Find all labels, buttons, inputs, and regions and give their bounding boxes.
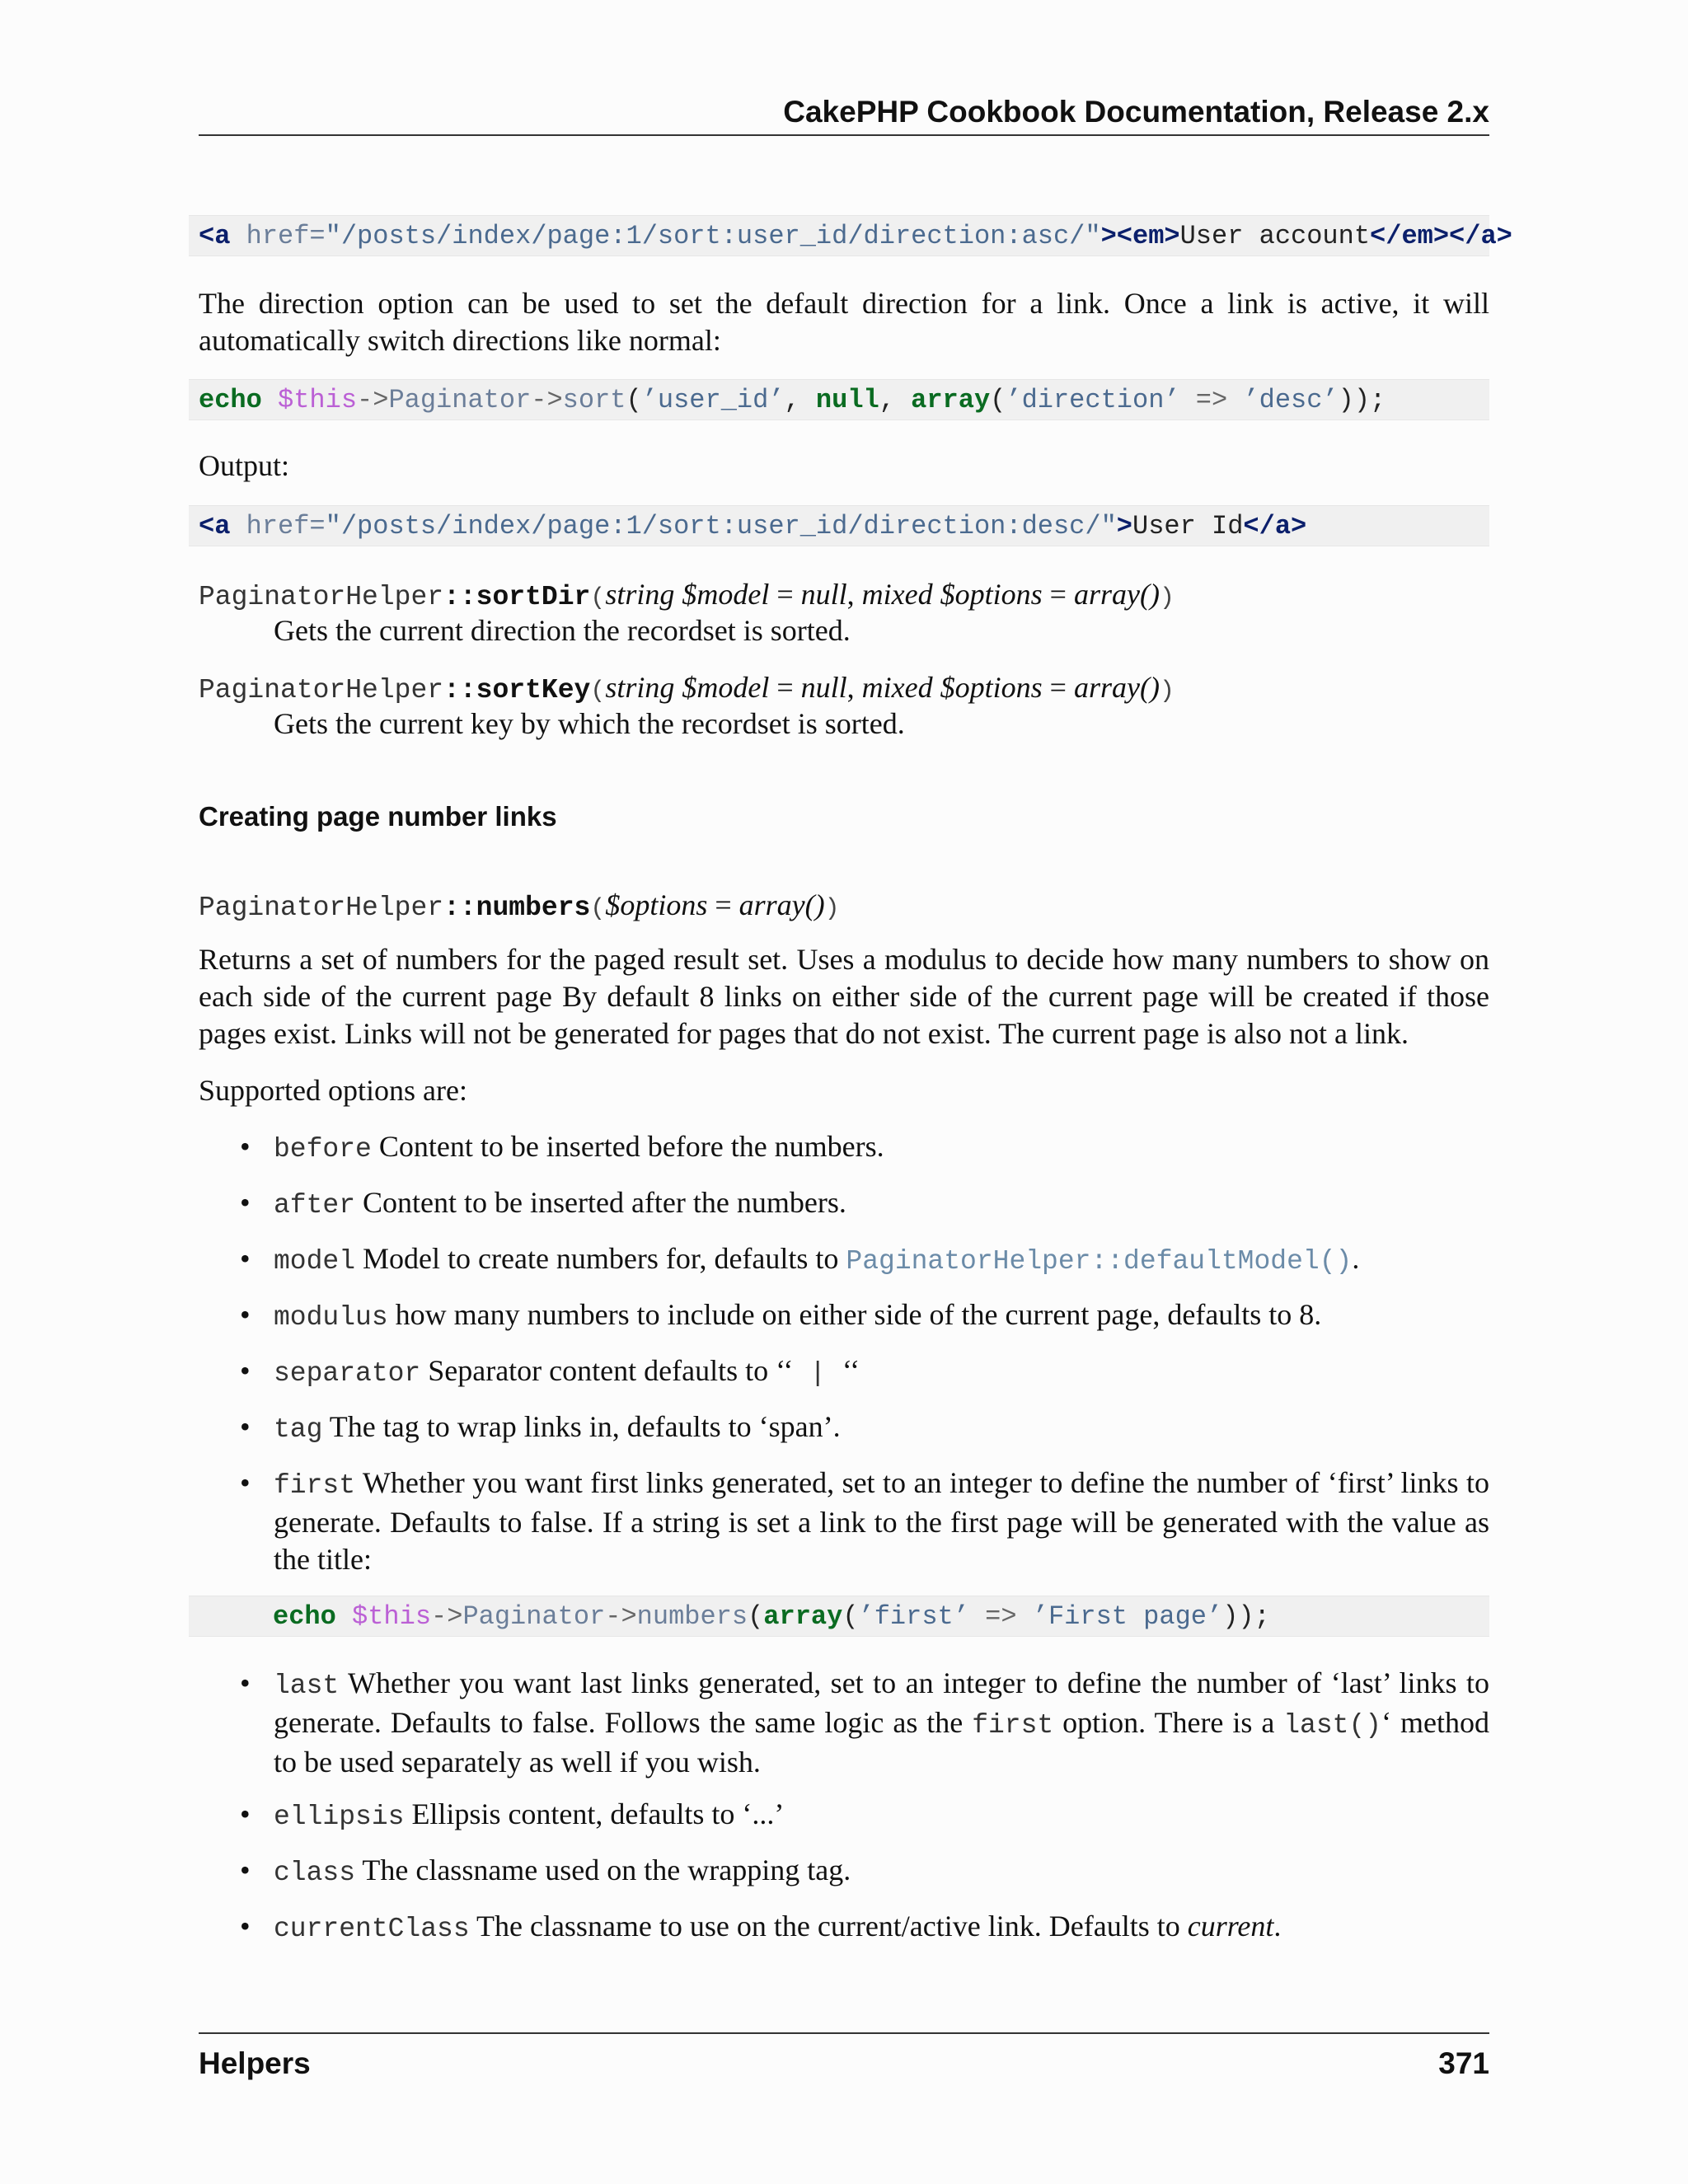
bullet-icon: • [240, 1298, 251, 1331]
list-item-last [240, 1665, 1489, 1781]
param-eq: = [769, 578, 801, 611]
footer-rule [199, 2032, 1489, 2034]
class-name: PaginatorHelper [199, 582, 444, 612]
param: mixed $options [861, 578, 1043, 611]
code-block-sort-direction [189, 379, 1489, 420]
code-token: , [879, 385, 912, 415]
option-text-tail: . [1352, 1242, 1360, 1275]
list-item-after [240, 1184, 1489, 1224]
param-default: null [800, 671, 847, 704]
code-token: ( [990, 385, 1006, 415]
list-item-separator [240, 1352, 1489, 1392]
method-name: sortKey [476, 675, 591, 705]
list-item-first [240, 1465, 1489, 1578]
emphasis-current: current [1187, 1910, 1274, 1943]
code-token: Paginator [388, 385, 532, 415]
option-name: first [274, 1470, 356, 1501]
option-name: last [274, 1671, 340, 1701]
bullet-icon: • [240, 1854, 251, 1886]
code-token: )); [1222, 1601, 1270, 1632]
code-token: ’direction’ [1006, 385, 1180, 415]
code-block-sort-asc-output [189, 215, 1512, 256]
param: string $model [605, 578, 770, 611]
code-token: sort [562, 385, 626, 415]
document-page [199, 0, 1512, 2184]
code-token: ( [842, 1601, 859, 1632]
code-token: </a> [1243, 511, 1307, 541]
code-token: User account [1179, 221, 1371, 251]
bullet-icon: • [240, 1666, 251, 1699]
method-description-sortdir: Gets the current direction the recordset is sorted. [274, 614, 851, 647]
paren-close: ) [1159, 584, 1175, 612]
code-token: => [968, 1601, 1033, 1632]
bullet-icon: • [240, 1466, 251, 1499]
param-comma: , [846, 671, 862, 704]
option-text: Ellipsis content, defaults to ‘...’ [404, 1797, 785, 1830]
option-name: ellipsis [274, 1802, 405, 1832]
code-block-numbers-first [189, 1596, 1489, 1637]
code-token: -> [431, 1601, 463, 1632]
footer-section-name: Helpers [199, 2046, 311, 2080]
method-signature-sortdir [199, 575, 1489, 617]
code-token: echo [273, 1601, 336, 1632]
code-token: -> [605, 1601, 637, 1632]
list-item-class [240, 1852, 1489, 1891]
option-name: before [274, 1134, 372, 1165]
code-token: ’first’ [858, 1601, 969, 1632]
option-text: ‘ method to be used separately as well if you wish. [274, 1706, 1489, 1779]
method-name: sortDir [476, 582, 591, 612]
code-token: , [784, 385, 816, 415]
code-token: array [763, 1601, 843, 1632]
bullet-icon: • [240, 1130, 251, 1163]
list-item-before [240, 1128, 1489, 1168]
param-default: array() [1073, 671, 1160, 704]
code-token: User Id [1132, 511, 1244, 541]
class-name: PaginatorHelper [199, 893, 444, 923]
code-token: "/posts/index/page:1/sort:user_id/direction:asc/" [325, 221, 1101, 251]
code-token: ’First page’ [1032, 1601, 1223, 1632]
code-token: ( [748, 1601, 764, 1632]
code-token: null [815, 385, 879, 415]
scope-separator: :: [443, 893, 476, 923]
param-eq: = [1042, 578, 1074, 611]
option-name: separator [274, 1358, 421, 1389]
option-text: Content to be inserted after the numbers. [355, 1186, 846, 1219]
method-name: numbers [476, 893, 591, 923]
list-item-modulus [240, 1296, 1489, 1336]
code-token: > [1116, 511, 1132, 541]
option-name: tag [274, 1414, 323, 1445]
paren-close: ) [824, 895, 840, 923]
option-name: model [274, 1246, 356, 1277]
code-token: ( [626, 385, 642, 415]
paragraph-direction-option: The direction option can be used to set the default direction for a link. Once a link is active, it will automatically switch directions like normal: [199, 287, 1489, 357]
option-text: The tag to wrap links in, defaults to ‘span’. [322, 1410, 841, 1443]
option-name: currentClass [274, 1914, 470, 1944]
param-default: array() [1073, 578, 1160, 611]
code-token: )); [1338, 385, 1386, 415]
option-text: The classname to use on the current/active link. Defaults to [469, 1910, 1188, 1943]
code-token: $this [261, 385, 358, 415]
code-token: => [1179, 385, 1244, 415]
bullet-icon: • [240, 1186, 251, 1219]
list-item-ellipsis [240, 1796, 1489, 1835]
param: mixed $options [861, 671, 1043, 704]
paren-open: ( [590, 584, 606, 612]
param-default: null [800, 578, 847, 611]
method-signature-sortkey [199, 668, 1489, 710]
scope-separator: :: [443, 582, 476, 612]
running-header: CakePHP Cookbook Documentation, Release 2.x [783, 95, 1489, 129]
option-name: modulus [274, 1302, 388, 1333]
supported-options-label: Supported options are: [199, 1074, 467, 1107]
code-token: "/posts/index/page:1/sort:user_id/direction:desc/" [325, 511, 1117, 541]
page-number: 371 [1438, 2046, 1489, 2080]
bullet-icon: • [240, 1354, 251, 1387]
code-token: <em> [1116, 221, 1180, 251]
option-text: Content to be inserted before the numbers. [371, 1130, 884, 1163]
inline-code-first: first [972, 1710, 1054, 1741]
option-text: option. There is a [1053, 1706, 1284, 1739]
code-token: numbers [636, 1601, 748, 1632]
code-token: href= [230, 221, 326, 251]
separator-value: | [793, 1358, 842, 1389]
default-model-link[interactable]: PaginatorHelper::defaultModel() [846, 1246, 1353, 1277]
param: $options [605, 888, 708, 921]
list-item-currentclass [240, 1908, 1489, 1947]
option-text-tail: ‘‘ [842, 1354, 860, 1387]
inline-code-last-method: last() [1283, 1710, 1382, 1741]
bullet-icon: • [240, 1242, 251, 1275]
code-token: </em> [1370, 221, 1450, 251]
param: string $model [605, 671, 770, 704]
code-token: <a [199, 221, 231, 251]
code-token: ’desc’ [1243, 385, 1339, 415]
paren-open: ( [590, 677, 606, 705]
list-item-tag [240, 1408, 1489, 1448]
bullet-icon: • [240, 1910, 251, 1943]
header-rule [199, 134, 1489, 136]
option-text: Separator content defaults to ‘‘ [420, 1354, 794, 1387]
code-token: array [911, 385, 991, 415]
param-eq: = [1042, 671, 1074, 704]
option-text: The classname used on the wrapping tag. [355, 1854, 851, 1886]
code-block-sort-desc-output [189, 505, 1489, 546]
scope-separator: :: [443, 675, 476, 705]
bullet-icon: • [240, 1797, 251, 1830]
param-comma: , [846, 578, 862, 611]
code-token: ’user_id’ [641, 385, 785, 415]
code-token: > [1100, 221, 1117, 251]
bullet-icon: • [240, 1410, 251, 1443]
code-token: href= [230, 511, 326, 541]
paren-open: ( [590, 895, 606, 923]
list-item-model [240, 1240, 1489, 1280]
option-text: Whether you want last links generated, set to an integer to define the number of ‘last’ links to generate. Defaults to false. Follows the same logic as the [274, 1666, 1489, 1739]
method-description-sortkey: Gets the current key by which the recordset is sorted. [274, 707, 905, 740]
param-eq: = [769, 671, 801, 704]
code-token: Paginator [462, 1601, 606, 1632]
class-name: PaginatorHelper [199, 675, 444, 705]
param-default: array() [738, 888, 825, 921]
option-name: class [274, 1858, 356, 1888]
code-token: echo [199, 385, 262, 415]
code-token: </a> [1449, 221, 1512, 251]
code-token: <a [199, 511, 231, 541]
paren-close: ) [1159, 677, 1175, 705]
paragraph-numbers-description: Returns a set of numbers for the paged result set. Uses a modulus to decide how many numbers to show on each side of the current page By default 8 links on either side of the current page will be created if those pages exist. Links will not be generated for pages that do not exist. The current page is also not a link. [199, 943, 1489, 1050]
code-token: $this [335, 1601, 432, 1632]
code-token: -> [357, 385, 389, 415]
option-text: Whether you want first links generated, set to an integer to define the number of ‘first’ links to generate. Defaults to false. If a string is set a link to the first page will be generated with the value as the title: [274, 1466, 1489, 1576]
option-name: after [274, 1190, 356, 1221]
code-token: -> [531, 385, 563, 415]
option-text: how many numbers to include on either side of the current page, defaults to 8. [387, 1298, 1322, 1331]
output-label: Output: [199, 449, 290, 482]
option-text-tail: . [1273, 1910, 1282, 1943]
method-signature-numbers [199, 886, 1489, 928]
param-eq: = [707, 888, 739, 921]
section-heading: Creating page number links [199, 801, 557, 832]
option-text: Model to create numbers for, defaults to [355, 1242, 846, 1275]
